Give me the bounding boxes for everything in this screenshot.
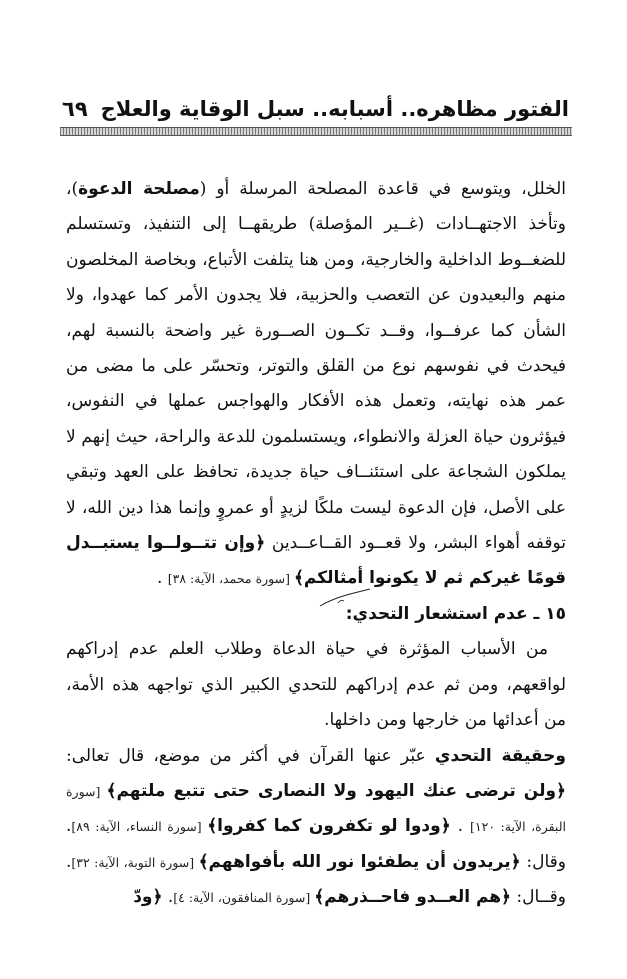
p1-text-2: )، وتأخذ الاجتهــادات (غــير المؤصلة) طريقهــا إلى التنفيذ، وتستسلم للضغــوط الداخلية والخارجية، ومن هنا يتلفت الأتباع، وبخاصة المخلصون منهم والبعيدون عن التعصب والحزبية، فلا يجدون الأمر كما عهدوا، ولا الشأن كما عرفــوا، وقــد تكــون الصــورة غير واضحة بالنسبة لهم، فيحدث في نفوسهم نوع من القلق والتوتر، وتحسّر على ما مضى من عمر هذه نهايته، وتعمل هذه الأفكار والهواجس عملها في النفوس، فيؤثرون حياة العزلة والانطواء، ويستسلمون للدعة والراحة، حيث إنهم لا يملكون الشجاعة على استئنــاف حياة جديدة، تحافظ على العهد وتبقي على الأصل، فإن الدعوة ليست ملكًا لزيدٍ أو عمروٍ وإنما هذا دين الله، لا توقفه أهواء البشر، ولا قعــود القــاعــدين <box>66 179 567 554</box>
p3-text-5: . <box>162 887 174 908</box>
p3-ref-4: [سورة المنافقون، الآية: ٤] <box>173 890 315 906</box>
p1-end: . <box>156 568 168 589</box>
p3-ref-2: [سورة النساء، الآية: ٨٩] <box>71 819 208 835</box>
p3-text-2: . <box>450 816 471 837</box>
body-text <box>66 172 566 916</box>
page-number: ٦٩ <box>62 97 88 121</box>
header-divider <box>60 127 572 136</box>
p3-lead: وحقيقة التحدي <box>434 745 566 766</box>
paragraph-2 <box>66 632 566 738</box>
p1-verse-reference: [سورة محمد، الآية: ٣٨] <box>167 571 294 587</box>
p3-verse-3: ﴿يريدون أن يطفئوا نور الله بأفواههم﴾ <box>198 851 521 872</box>
p2-text: من الأسباب المؤثرة في حياة الدعاة وطلاب العلم عدم إدراكهم لواقعهم، ومن ثم عدم إدراكهم للتحدي الكبير الذي تواجهه هذه الأمة، من أعدائها من خارجها ومن داخلها. <box>66 639 566 731</box>
p3-verse-5-start: ﴿ودّ <box>133 887 163 908</box>
p3-text-1: عبّر عنها القرآن في أكثر من موضع، قال تعالى: <box>66 745 435 766</box>
p3-verse-4: ﴿هم العــدو فاحــذرهم﴾ <box>314 887 512 908</box>
section-heading: ١٥ ـ عدم استشعار التحدي: <box>345 603 566 624</box>
running-title: الفتور مظاهره.. أسبابه.. سبل الوقاية والعلاج <box>100 97 569 121</box>
p1-quran-verse: ﴿وإن تتــولــوا يستبــدل قومًا غيركم ثم لا يكونوا أمثالكم﴾ <box>66 533 566 589</box>
p1-text-1: الخلل، ويتوسع في قاعدة المصلحة المرسلة أو ( <box>199 179 566 199</box>
p3-text-4: . وقــال: <box>66 851 566 908</box>
paragraph-1 <box>66 172 566 597</box>
p3-verse-2: ﴿ودوا لو تكفرون كما كفروا﴾ <box>207 816 451 837</box>
paragraph-3 <box>66 739 566 916</box>
p3-verse-1: ﴿ولن ترضى عنك اليهود ولا النصارى حتى تتبع ملتهم﴾ <box>106 780 566 801</box>
page-header <box>62 86 569 120</box>
p1-bold-term: مصلحة الدعوة <box>78 179 200 199</box>
p3-text-3: . وقال: <box>66 816 566 872</box>
p3-ref-3: [سورة التوبة، الآية: ٣٢] <box>71 854 199 870</box>
p3-ref-1: [سورة البقرة، الآية: ١٢٠] <box>66 783 566 835</box>
